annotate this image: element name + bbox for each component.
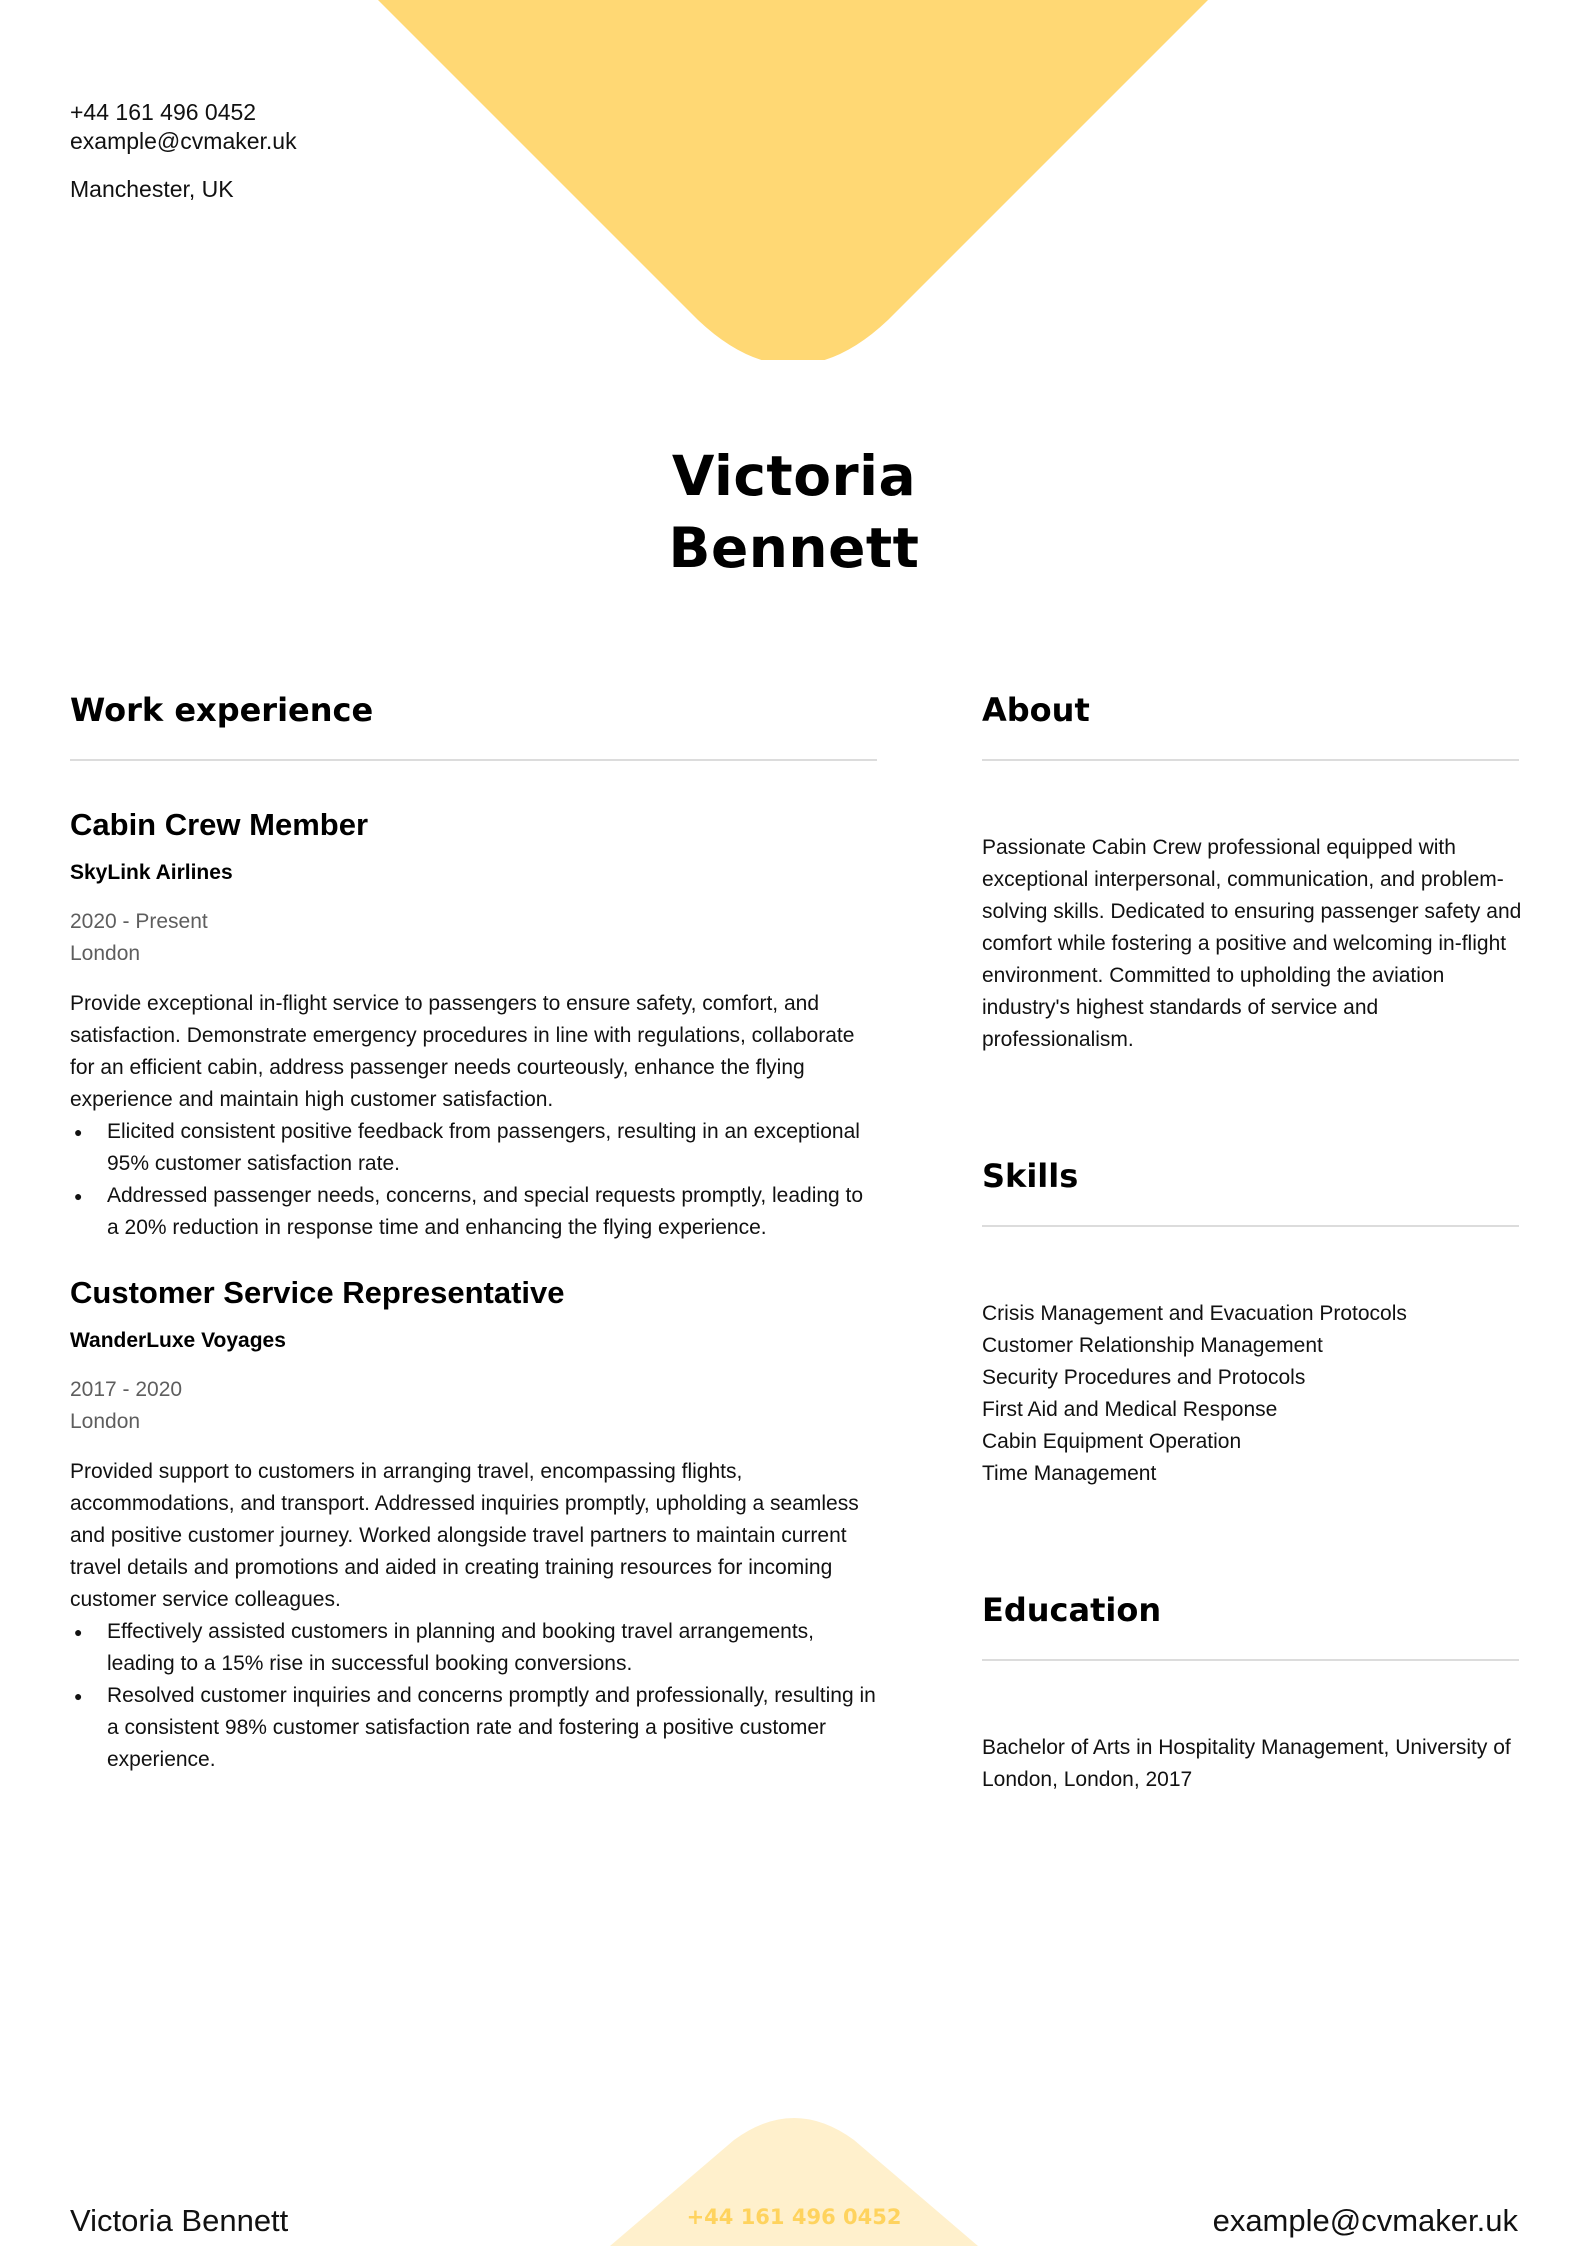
- page-footer: [0, 2118, 1588, 2246]
- contact-phone: +44 161 496 0452: [70, 99, 257, 125]
- job-achievement-item: [70, 1116, 880, 1180]
- candidate-name: [0, 440, 1588, 584]
- about-text: Passionate Cabin Crew professional equipped with exceptional interpersonal, communication, and problem-solving skills. Dedicated to ensuring passenger safety and comfort while fostering a positive and welcoming in-flight environment. Committed to upholding the aviation industry's highest standards of service and professionalism.: [982, 836, 1522, 1051]
- skill-item: First Aid and Medical Response: [982, 1398, 1278, 1421]
- job-company: WanderLuxe Voyages: [70, 1329, 286, 1352]
- job-entry: [70, 804, 880, 1244]
- skill-item: Customer Relationship Management: [982, 1334, 1323, 1357]
- skill-item: Security Procedures and Protocols: [982, 1366, 1306, 1389]
- job-meta: [70, 906, 880, 970]
- job-description: Provide exceptional in-flight service to passengers to ensure safety, comfort, and satisfaction. Demonstrate emergency procedures in line with regulations, collaborate for an efficient cabin, address passenger needs courteously, enhance the flying experience and maintain high customer satisfaction.: [70, 992, 855, 1111]
- job-title: Customer Service Representative: [70, 1275, 565, 1310]
- skill-item: Cabin Equipment Operation: [982, 1430, 1242, 1453]
- work-experience-divider: [70, 759, 877, 761]
- job-meta: [70, 1374, 880, 1438]
- skill-item: Time Management: [982, 1462, 1157, 1485]
- job-achievement-item: [70, 1180, 880, 1244]
- job-achievement-text: Resolved customer inquiries and concerns promptly and professionally, resulting in a consistent 98% customer satisfaction rate and fostering a positive customer experience.: [107, 1684, 876, 1771]
- job-achievements: [70, 1116, 880, 1244]
- bullet-dot-icon: ●: [74, 1124, 83, 1140]
- contact-block: [70, 98, 297, 204]
- skills-divider: [982, 1225, 1519, 1227]
- job-dates: 2017 - 2020: [70, 1378, 183, 1401]
- education-text: Bachelor of Arts in Hospitality Management, University of London, London, 2017: [982, 1736, 1511, 1791]
- footer-phone: +44 161 496 0452: [686, 2205, 902, 2229]
- candidate-first-name: Victoria: [671, 444, 917, 508]
- job-achievement-text: Elicited consistent positive feedback from passengers, resulting in an exceptional 95% customer satisfaction rate.: [107, 1120, 860, 1175]
- job-achievement-item: [70, 1616, 880, 1680]
- job-location: London: [70, 942, 141, 965]
- work-experience-list: [70, 804, 880, 1776]
- job-achievement-text: Addressed passenger needs, concerns, and special requests promptly, leading to a 20% reduction in response time and enhancing the flying experience.: [107, 1184, 864, 1239]
- job-location: London: [70, 1410, 141, 1433]
- footer-name: Victoria Bennett: [70, 2203, 289, 2238]
- bullet-dot-icon: ●: [74, 1688, 83, 1704]
- work-experience-heading: Work experience: [70, 691, 374, 729]
- skills-list: [982, 1298, 1522, 1490]
- top-chevron-shape: [378, 0, 1208, 360]
- skill-item: Crisis Management and Evacuation Protocols: [982, 1302, 1407, 1325]
- job-description: Provided support to customers in arranging travel, encompassing flights, accommodations, and transport. Addressed inquiries promptly, upholding a seamless and positive customer journey. Worked alongside travel partners to maintain current travel details and promotions and aided in creating training resources for incoming customer service colleagues.: [70, 1460, 859, 1611]
- job-achievements: [70, 1616, 880, 1776]
- job-achievement-item: [70, 1680, 880, 1776]
- job-entry: [70, 1272, 880, 1776]
- bullet-dot-icon: ●: [74, 1188, 83, 1204]
- footer-email: example@cvmaker.uk: [1212, 2203, 1518, 2238]
- candidate-last-name: Bennett: [668, 516, 920, 580]
- education-heading: Education: [982, 1591, 1162, 1629]
- bullet-dot-icon: ●: [74, 1624, 83, 1640]
- education-divider: [982, 1659, 1519, 1661]
- contact-email: example@cvmaker.uk: [70, 128, 297, 154]
- job-title: Cabin Crew Member: [70, 807, 369, 842]
- skills-heading: Skills: [982, 1157, 1079, 1195]
- contact-location: Manchester, UK: [70, 176, 234, 202]
- job-achievement-text: Effectively assisted customers in planning and booking travel arrangements, leading to a 15% rise in successful booking conversions.: [107, 1620, 814, 1675]
- about-heading: About: [982, 691, 1090, 729]
- job-dates: 2020 - Present: [70, 910, 208, 933]
- job-company: SkyLink Airlines: [70, 861, 233, 884]
- about-divider: [982, 759, 1519, 761]
